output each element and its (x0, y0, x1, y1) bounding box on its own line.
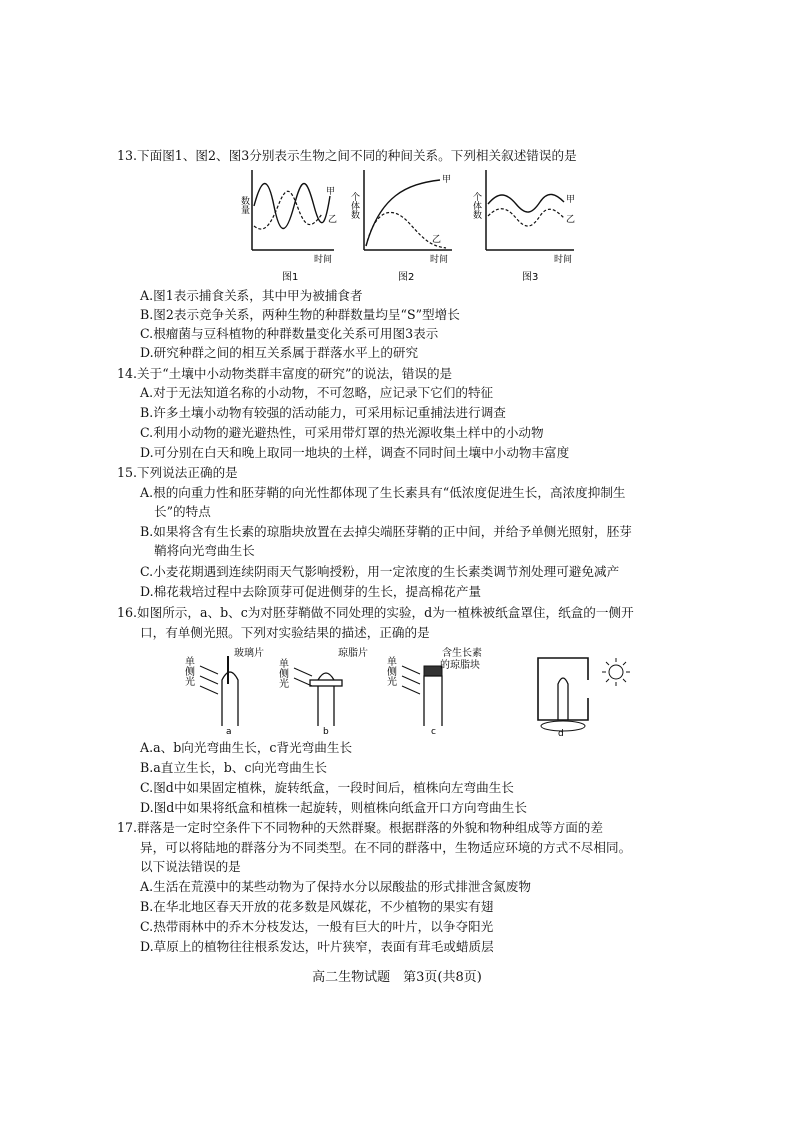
q17-option-c: C.热带雨林中的乔木分枝发达，一般有巨大的叶片，以争夺阳光 (140, 919, 494, 934)
coleoptile-c (424, 676, 442, 726)
q15-option-b-cont: 鞘将向光弯曲生长 (154, 543, 255, 558)
q15-option-c: C.小麦花期遇到连续阴雨天气影响授粉，用一定浓度的生长素类调节剂处理可避免减产 (140, 564, 620, 579)
q13-figure-1 (238, 166, 338, 284)
fig3-curve-b: 乙 (566, 215, 576, 225)
fig3-curve-a: 甲 (566, 195, 576, 205)
fig3-ylabel: 个体数 (471, 192, 481, 219)
q13-figure-2 (346, 166, 456, 284)
agar-plate-b (310, 680, 342, 686)
q15-stem: 15.下列说法正确的是 (117, 465, 238, 480)
q17-stem: 17.群落是一定时空条件下不同物种的天然群聚。根据群落的外貌和物种组成等方面的差 (117, 820, 603, 835)
caption-d: d (558, 729, 564, 736)
coleoptile-b (318, 673, 334, 726)
sun-icon (602, 658, 630, 686)
q14-option-d: D.可分别在白天和晚上取同一地块的土样，调查不同时间土壤中小动物丰富度 (140, 445, 570, 460)
light-arrows-b (294, 668, 312, 686)
q16-stem-cont: 口，有单侧光照。下列对实验结果的描述，正确的是 (140, 625, 430, 640)
fig2-xlabel: 时间 (430, 255, 449, 265)
q17-stem-cont-2: 以下说法错误的是 (140, 859, 241, 874)
q16-option-d: D.图d中如果将纸盒和植株一起旋转，则植株向纸盒开口方向弯曲生长 (140, 800, 527, 815)
q13-option-a: A.图1表示捕食关系，其中甲为被捕食者 (140, 288, 363, 303)
q17-stem-cont: 异，可以将陆地的群落分为不同类型。在不同的群落中，生物适应环境的方式不尽相同。 (140, 840, 632, 855)
q15-option-a: A.根的向重力性和胚芽鞘的向光性都体现了生长素具有“低浓度促进生长，高浓度抑制生 (140, 485, 626, 500)
label-agar: 琼脂片 (338, 648, 368, 659)
q17-option-b: B.在华北地区春天开放的花多数是风媒花，不少植物的果实有翅 (140, 899, 494, 914)
label-auxin-2: 的琼脂块 (440, 660, 480, 671)
q13-option-b: B.图2表示竞争关系，两种生物的种群数量均呈“S”型增长 (140, 307, 460, 322)
q16-option-c: C.图d中如果固定植株，旋转纸盒，一段时间后，植株向左弯曲生长 (140, 780, 514, 795)
q13-option-c: C.根瘤菌与豆科植物的种群数量变化关系可用图3表示 (140, 326, 439, 341)
fig-a-light-label: 单侧光 (182, 656, 194, 686)
page-footer: 高二生物试题 第3页(共8页) (312, 970, 482, 985)
fig3-xlabel: 时间 (554, 255, 573, 265)
q14-option-a: A.对于无法知道名称的小动物，不可忽略，应记录下它们的特征 (140, 385, 494, 400)
plant-d (558, 678, 568, 720)
fig2-curve-a: 甲 (442, 175, 452, 185)
fig1-curve-b: 乙 (328, 215, 338, 225)
fig1-ylabel: 数量 (239, 196, 249, 214)
label-glass: 玻璃片 (234, 648, 264, 659)
light-arrows-c (402, 666, 420, 694)
q14-option-b: B.许多土壤小动物有较强的活动能力，可采用标记重捕法进行调查 (140, 405, 506, 420)
q13-option-d: D.研究种群之间的相互关系属于群落水平上的研究 (140, 345, 419, 360)
q14-option-c: C.利用小动物的避光避热性，可采用带灯罩的热光源收集土样中的小动物 (140, 425, 544, 440)
fig1-xlabel: 时间 (314, 255, 333, 265)
fig2-ylabel: 个体数 (349, 192, 359, 219)
fig2-curve-b: 乙 (432, 235, 442, 245)
fig3-caption: 图3 (522, 272, 539, 283)
caption-b: b (323, 727, 329, 736)
label-auxin-1: 含生长素 (442, 648, 482, 659)
fig1-caption: 图1 (282, 272, 299, 283)
q16-option-a: A.a、b向光弯曲生长，c背光弯曲生长 (140, 740, 353, 755)
q14-stem: 14.关于“土壤中小动物类群丰富度的研究”的说法，错误的是 (117, 366, 453, 381)
fig-c-light-label: 单侧光 (384, 656, 396, 686)
q15-option-b: B.如果将含有生长素的琼脂块放置在去掉尖端胚芽鞘的正中间，并给予单侧光照射，胚芽 (140, 524, 632, 539)
paper-box-d (538, 658, 588, 720)
q16-figure (178, 644, 638, 736)
q16-stem: 16.如图所示，a、b、c为对胚芽鞘做不同处理的实验，d为一植株被纸盒罩住，纸盒的一侧开 (117, 605, 634, 620)
q16-option-b: B.a直立生长，b、c向光弯曲生长 (140, 760, 328, 775)
light-arrows-a (200, 666, 218, 694)
q15-option-a-cont: 长”的特点 (154, 504, 211, 519)
q15-option-d: D.棉花栽培过程中去除顶芽可促进侧芽的生长，提高棉花产量 (140, 584, 482, 599)
fig-b-light-label: 单侧光 (276, 658, 288, 688)
q13-stem: 13.下面图1、图2、图3分别表示生物之间不同的种间关系。下列相关叙述错误的是 (117, 148, 577, 163)
coleoptile-a (222, 672, 238, 726)
caption-c: c (431, 727, 436, 736)
q13-figure-3 (468, 166, 578, 284)
fig1-curve-a: 甲 (326, 187, 336, 197)
q17-option-d: D.草原上的植物往往根系发达，叶片狭窄，表面有茸毛或蜡质层 (140, 939, 494, 954)
fig2-caption: 图2 (398, 272, 415, 283)
caption-a: a (226, 727, 232, 736)
q17-option-a: A.生活在荒漠中的某些动物为了保持水分以尿酸盐的形式排泄含氮废物 (140, 879, 531, 894)
